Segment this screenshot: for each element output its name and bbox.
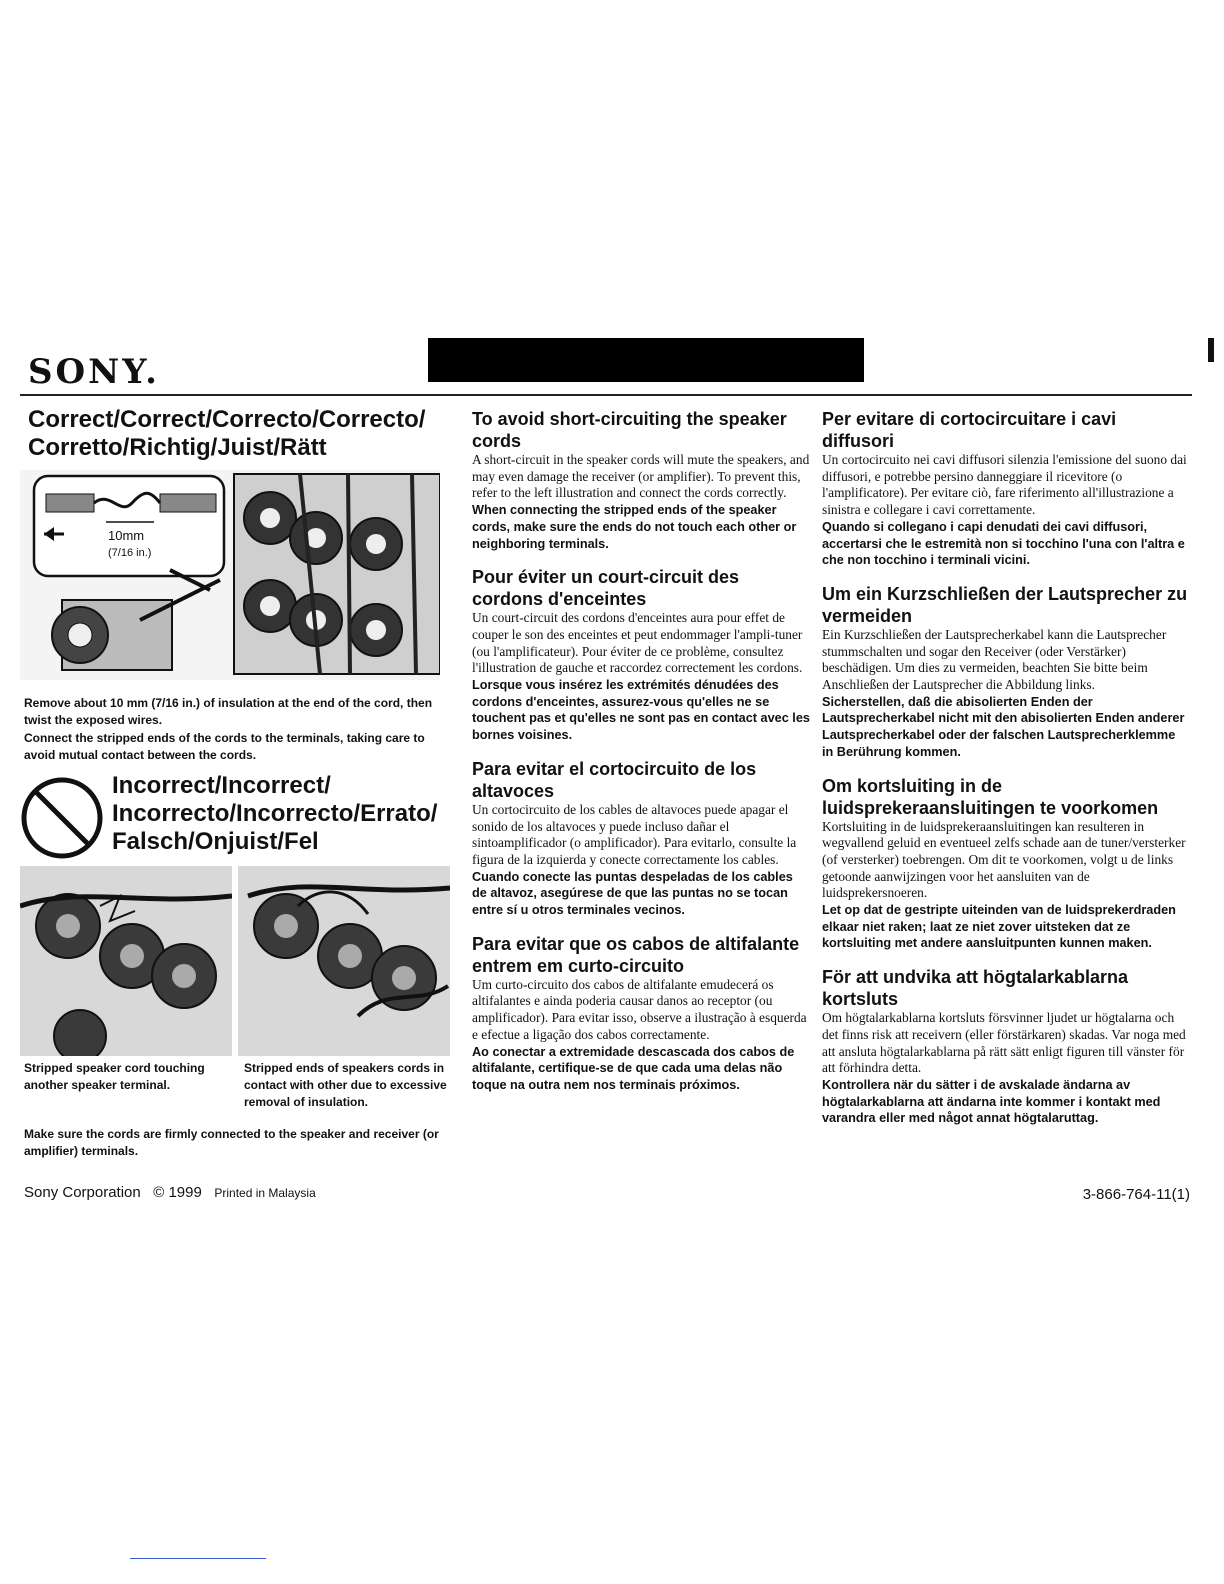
section-warning: Quando si collegano i capi denudati dei cavi diffusori, accertarsi che le estremità non si tocchino l'una con l'altra e che non tocchino i terminali vicini.: [822, 519, 1185, 568]
section-heading: To avoid short-circuiting the speaker cords: [472, 409, 787, 451]
header-black-bar: [428, 338, 864, 382]
caption-excessive-removal: Stripped ends of speakers cords in contact with other due to excessive removal of insulation.: [244, 1061, 447, 1109]
correct-title-line2: Corretto/Richtig/Juist/Rätt: [28, 434, 327, 461]
section-body: Un cortocircuito de los cables de altavoces puede apagar el sonido de los altavoces y puede incluso dañar el sintoamplificador (o amplificador). Para evitarlo, consulte la figura de la izquierda y conecte correctamente los cables.: [472, 801, 797, 867]
sony-logo: SONY.: [28, 352, 160, 392]
middle-column: [472, 408, 810, 1108]
connect-cords-text: Connect the stripped ends of the cords to the terminals, taking care to avoid mutual contact between the cords.: [24, 731, 425, 762]
section-warning: Lorsque vous insérez les extrémités dénudées des cordons d'enceintes, assurez-vous qu'elles ne se touchent pas et qu'elles ne sont pas en contact avec les bornes voisines.: [472, 678, 810, 743]
section-heading: Para evitar que os cabos de altifalante entrem em curto-circuito: [472, 933, 800, 976]
incorrect-title-line1: Incorrect/Incorrect/: [112, 772, 331, 799]
remove-insulation-text: Remove about 10 mm (7/16 in.) of insulation at the end of the cord, then twist the exposed wires.: [24, 696, 433, 727]
section-heading: För att undvika att högtalarkablarna kortsluts: [822, 967, 1129, 1010]
section-warning: When connecting the stripped ends of the speaker cords, make sure the ends do not touch each other or neighboring terminals.: [472, 503, 797, 551]
dimension-label: 10mm: [108, 528, 145, 543]
section-german: [822, 583, 1190, 761]
bottom-link-line: [130, 1558, 266, 1559]
section-heading: Om kortsluiting in de luidsprekeraansluitingen te voorkomen: [822, 775, 1159, 818]
section-warning: Let op dat de gestripte uiteinden van de luidsprekerdraden elkaar niet raken; laat ze niet zover uitsteken dat ze kortsluiting met andere aansluitpunten kunnen maken.: [822, 903, 1176, 951]
section-heading: Um ein Kurzschließen der Lautsprecher zu vermeiden: [822, 583, 1188, 626]
incorrect-title-line2: Incorrecto/Incorrecto/Errato/: [112, 800, 438, 827]
header-rule: [20, 394, 1192, 396]
section-warning: Kontrollera när du sätter i de avskalade ändarna av högtalarkablarna att ändarna inte kommer i kontakt med varandra eller med något annat högtalaruttag.: [822, 1077, 1161, 1126]
section-warning: Ao conectar a extremidade descascada dos cabos de altifalante, certifique-se de que cada uma delas não toque na outra nem nos terminais próximos.: [472, 1044, 795, 1092]
section-body: A short-circuit in the speaker cords will mute the speakers, and may even damage the receiver (or amplifier). To prevent this, refer to the left illustration and connect the cords correctly.: [472, 452, 810, 501]
corner-mark: [1208, 338, 1214, 362]
section-body: Ein Kurzschließen der Lautsprecherkabel kann die Lautsprecher stummschalten und sogar den Receiver (oder Verstärker) beschädigen. Um dies zu vermeiden, beachten Sie bitte beim Anschließen der Lautsprecher die Abbildung links.: [822, 626, 1167, 693]
printed-in: Printed in Malaysia: [214, 1186, 316, 1200]
section-body: Om högtalarkablarna kortsluts försvinner ljudet ur högtalarna och det finns risk att receivern (eller förstärkaren) skadas. Var noga med att ansluta högtalarkablarna på rätt sätt enligt figuren till vänster för att förhindra detta.: [822, 1010, 1186, 1076]
incorrect-title: [112, 772, 452, 856]
wire-callout-box: [34, 476, 224, 576]
caption-touching-terminal: Stripped speaker cord touching another speaker terminal.: [24, 1061, 205, 1092]
section-body: Um curto-circuito dos cabos de altifalante emudecerá os altifalantes e ainda poderia causar danos ao receptor (ou amplificador). Para evitar isso, observe a ilustração à esquerda e efectue a ligação dos cabos correctamente.: [472, 976, 807, 1042]
dimension-label-inch: (7/16 in.): [108, 547, 152, 559]
prohibition-icon: [20, 776, 104, 860]
copyright: © 1999: [153, 1184, 202, 1201]
section-heading: Per evitare di cortocircuitare i cavi diffusori: [822, 409, 1117, 451]
section-portuguese: [472, 933, 810, 1094]
incorrect-illustration-right: [238, 866, 450, 1056]
section-swedish: [822, 966, 1190, 1127]
section-english: [472, 408, 810, 552]
section-italian: [822, 408, 1190, 569]
incorrect-illustration-left: [20, 866, 232, 1056]
company-name: Sony Corporation: [24, 1184, 141, 1201]
section-body: Un court-circuit des cordons d'enceintes aura pour effet de couper le son des enceintes et peut endommager l'ampli-tuner (ou l'amplificateur). Pour éviter de ce problème, consultez l'illustration de gauche et raccordez correctement les cordons.: [472, 610, 803, 676]
section-heading: Para evitar el cortocircuito de los altavoces: [472, 758, 757, 801]
firmly-connected-note: Make sure the cords are firmly connected to the speaker and receiver (or amplifier) terminals.: [24, 1127, 439, 1158]
section-body: Kortsluiting in de luidsprekeraansluitingen kan resulteren in wegvallend geluid en eventueel zelfs schade aan de tuner/versterker (of versterker) toebrengen. Om dit te voorkomen, volgt u de links getoonde aanwijzingen voor het aansluiten van de luidsprekersnoeren.: [822, 818, 1186, 901]
section-heading: Pour éviter un court-circuit des cordons d'enceintes: [472, 567, 740, 610]
section-dutch: [822, 775, 1190, 953]
correct-title-line1: Correct/Correct/Correcto/Correcto/: [28, 406, 426, 433]
section-spanish: [472, 758, 810, 919]
section-french: [472, 566, 810, 744]
section-warning: Sicherstellen, daß die abisolierten Enden der Lautsprecherkabel nicht mit den abisolierten Enden anderer Lautsprecherkabel oder der falschen Lautsprecherklemme in Berührung kommen.: [822, 694, 1185, 759]
section-warning: Cuando conecte las puntas despeladas de los cables de altavoz, asegúrese de que las puntas no se tocan entre sí u otros terminales vecinos.: [472, 869, 793, 918]
correct-title: [28, 406, 448, 462]
section-body: Un cortocircuito nei cavi diffusori silenzia l'emissione del suono dai diffusori, e potrebbe persino danneggiare il ricevitore (o l'amplificatore). Per evitare ciò, fare riferimento all'illustrazione a sinistra e collegare i cavi correttamente.: [822, 452, 1187, 518]
part-number: 3-866-764-11(1): [1082, 1186, 1190, 1203]
footer-left: [24, 1184, 316, 1201]
right-column: [822, 408, 1190, 1141]
incorrect-title-line3: Falsch/Onjuist/Fel: [112, 828, 319, 855]
correct-illustration: [20, 470, 440, 680]
